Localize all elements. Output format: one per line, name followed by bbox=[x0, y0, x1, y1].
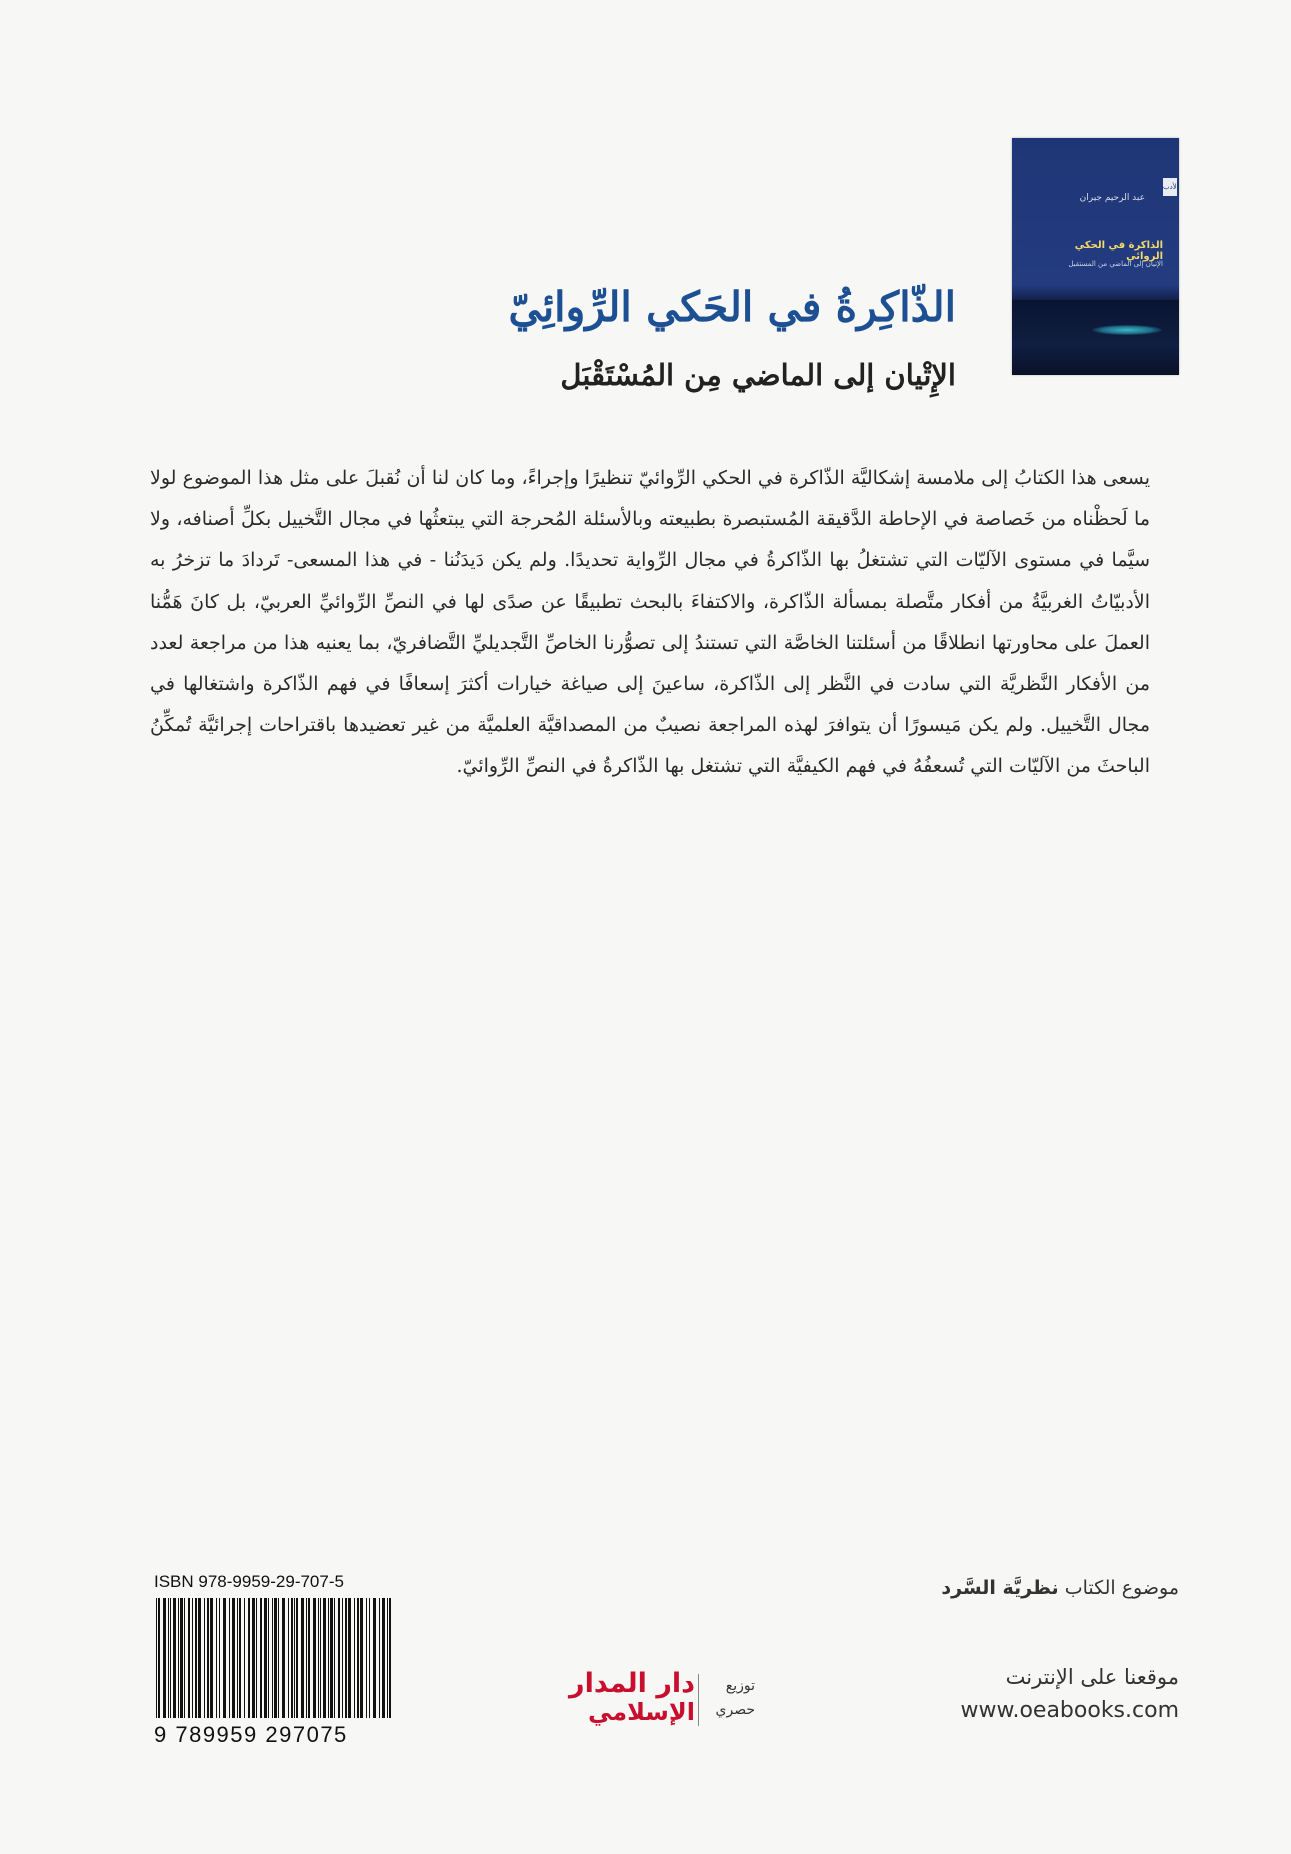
cover-wave-graphic bbox=[1092, 325, 1162, 335]
book-subtitle: الإِتْيان إلى الماضي مِن المُسْتَقْبَل bbox=[560, 358, 956, 392]
publisher-name-line1: دار المدار bbox=[569, 1668, 695, 1699]
isbn-label: ISBN 978-9959-29-707-5 bbox=[154, 1572, 344, 1591]
publisher-name-line2: الإسلامي bbox=[587, 1698, 695, 1726]
subject-value: نظريَّة السَّرد bbox=[941, 1577, 1059, 1599]
exclusive-label: حصري bbox=[715, 1702, 755, 1718]
publisher-logo bbox=[560, 1670, 755, 1730]
barcode-digits: 9 789959 297075 bbox=[154, 1722, 348, 1747]
barcode-icon bbox=[154, 1598, 397, 1718]
cover-title: الذاكرة في الحكي الروائي bbox=[1074, 240, 1163, 262]
website-label: موقعنا على الإنترنت bbox=[1005, 1665, 1179, 1689]
subject-label: موضوع الكتاب bbox=[1064, 1577, 1179, 1599]
distribution-label: توزيع bbox=[725, 1678, 755, 1694]
cover-publisher-logo: الأدب bbox=[1163, 178, 1177, 196]
publisher-divider bbox=[698, 1674, 699, 1726]
book-cover-thumbnail bbox=[1012, 138, 1179, 375]
book-title: الذّاكِرةُ في الحَكي الرِّوائِيّ bbox=[508, 283, 956, 331]
cover-author: عبد الرحيم جيران bbox=[1079, 193, 1145, 203]
cover-subtitle: الإتيان إلى الماضي من المستقبل bbox=[1068, 260, 1163, 268]
website-url[interactable]: www.oeabooks.com bbox=[960, 1698, 1179, 1723]
cover-image-band bbox=[1012, 300, 1179, 375]
book-subject bbox=[941, 1577, 1179, 1599]
blurb-paragraph: يسعى هذا الكتابُ إلى ملامسة إشكاليَّة الذّاكرة في الحكي الرِّوائيّ تنظيرًا وإجراءً، وما كان لنا أن نُقبلَ على مثل هذا الموضوع لولا ما لَحظْناه من خَصاصة في الإحاطة الدَّقيقة المُستبصرة بطبيعته وبالأسئلة المُحرجة التي يبتعثُها في مجال التَّخييل بكلِّ أصنافه، ولا سيَّما في مستوى الآليّات التي تشتغلُ بها الذّاكرةُ في مجال الرِّواية تحديدًا. ولم يكن دَيدَنُنا - في هذا المسعى- تَردادَ ما تزخرُ به الأدبيّاتُ الغربيَّةُ من أفكار متَّصلة بمسألة الذّاكرة، والاكتفاءَ بالبحث تطبيقًا عن صدًى لها في النصِّ الرِّوائيِّ العربيّ، بل كانَ هَمُّنا العملَ على محاورتها انطلاقًا من أسئلتنا الخاصَّة التي تستندُ إلى تصوُّرنا الخاصِّ التَّجديليِّ التَّضافريّ، بما يعنيه هذا من مراجعة لعدد من الأفكار النَّظريَّة التي سادت في النَّظر إلى الذّاكرة، ساعينَ إلى صياغة خيارات أكثرَ إسعافًا في فهم الذّاكرة واشتغالها في مجال التَّخييل. ولم يكن مَيسورًا أن يتوافرَ لهذه المراجعة نصيبٌ من المصداقيَّة العلميَّة من غير تعضيدها باقتراحات إجرائيَّة تُمكِّنُ الباحثَ من الآليّات التي تُسعفُهُ في فهم الكيفيَّة التي تشتغل بها الذّاكرةُ في النصِّ الرِّوائيّ. bbox=[150, 467, 1150, 778]
